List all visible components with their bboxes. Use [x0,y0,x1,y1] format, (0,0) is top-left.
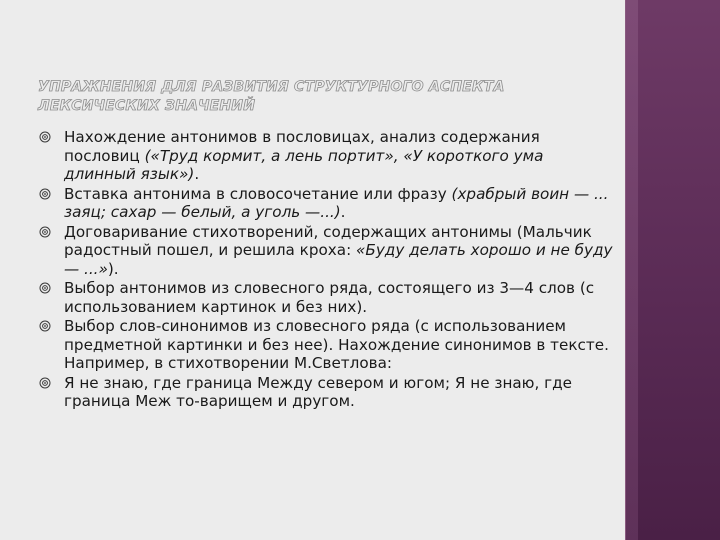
ornament-bullet-icon [39,131,51,143]
bullet-text: Выбор слов-синонимов из словесного ряда (с использованием предметной картинки и без нее). Нахождение синонимов в тексте. Например, в стихотворении М.Светлова: [64,317,609,372]
bullet-text: . [340,203,346,221]
ornament-bullet-icon [39,320,51,332]
bullet-item [38,185,613,222]
bullet-item [38,317,613,373]
ornament-bullet-icon [39,377,51,389]
bullet-text: Вставка антонима в словосочетание или фразу [64,184,452,203]
ornament-bullet-icon [39,188,51,200]
bullet-text: Выбор антонимов из словесного ряда, состоящего из 3—4 слов (с использованием картинок и без них). [64,279,595,316]
bullet-item [38,374,613,411]
bullet-text: («Труд кормит, а лень портит», «У короткого ума длинный язык») [64,146,544,183]
ornament-bullet-icon [39,226,51,238]
bullet-text: «Буду делать хорошо и не буду — ...» [64,241,613,278]
bullet-text: (храбрый воин — ... заяц; сахар — белый, а уголь —...) [64,184,609,221]
bullet-text: ). [107,259,119,278]
bullet-item [38,128,613,184]
bullet-text: Нахождение антонимов в пословицах, анализ содержания пословиц [64,128,540,165]
bullet-text: Я не знаю, где граница Между севером и югом; Я не знаю, где граница Меж то-варищем и другом. [64,373,572,410]
slide-title: УПРАЖНЕНИЯ ДЛЯ РАЗВИТИЯ СТРУКТУРНОГО АСПЕКТА ЛЕКСИЧЕСКИХ ЗНАЧЕНИЙ [38,79,505,114]
bullet-text: . [194,165,200,183]
bullet-item [38,279,613,316]
bullet-text: Договаривание стихотворений, содержащих антонимы (Мальчик радостный пошел, и решила кроха: [64,222,592,259]
side-band-highlight [626,0,638,540]
bullet-item [38,223,613,279]
ornament-bullet-icon [39,282,51,294]
decorative-side-band [626,0,720,540]
bullet-list [38,128,613,412]
